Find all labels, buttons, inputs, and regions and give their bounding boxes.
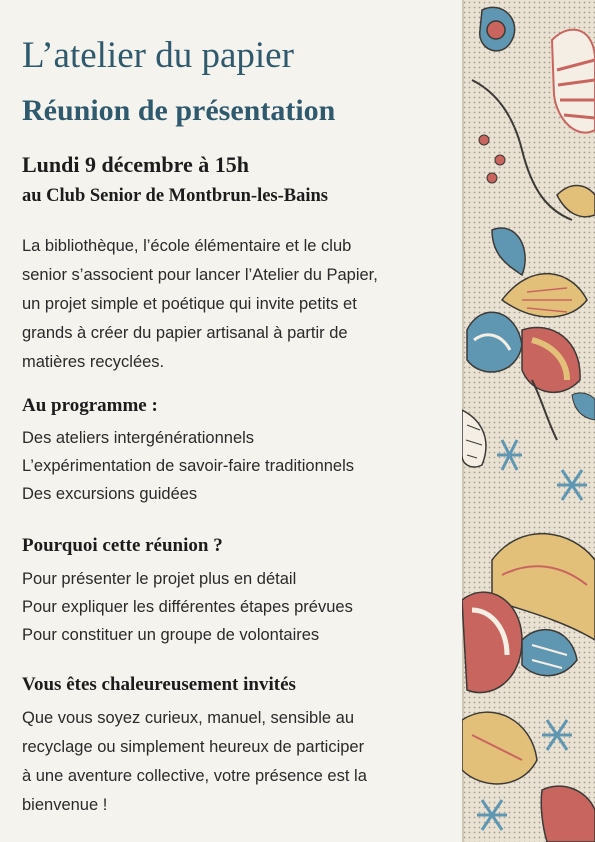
list-item: Pour expliquer les différentes étapes prévues [22,598,353,616]
event-venue: au Club Senior de Montbrun-les-Bains [22,186,328,206]
list-item: Des ateliers intergénérationnels [22,429,255,447]
page-title: L’atelier du papier [22,35,294,76]
intro-line: La bibliothèque, l’école élémentaire et le club [22,237,352,255]
programme-list [22,424,354,508]
list-item: Pour constituer un groupe de volontaires [22,626,320,644]
list-item: Pour présenter le projet plus en détail [22,570,297,588]
invite-heading: Vous êtes chaleureusement invités [22,674,296,695]
invite-line: à une aventure collective, votre présence est la [22,767,367,785]
list-item: Des excursions guidées [22,485,198,503]
list-item: L’expérimentation de savoir-faire traditionnels [22,457,355,475]
intro-line: senior s’associent pour lancer l’Atelier du Papier, [22,266,378,284]
floral-pattern-panel [462,0,595,842]
invite-line: recyclage ou simplement heureux de participer [22,738,365,756]
invite-line: bienvenue ! [22,796,108,814]
why-heading: Pourquoi cette réunion ? [22,535,223,556]
intro-line: un projet simple et poétique qui invite petits et [22,295,357,313]
page-subtitle: Réunion de présentation [22,94,336,127]
intro-paragraph [22,232,460,377]
intro-line: grands à créer du papier artisanal à partir de [22,324,348,342]
invite-paragraph [22,704,367,820]
invite-line: Que vous soyez curieux, manuel, sensible au [22,709,355,727]
programme-heading: Au programme : [22,395,158,416]
intro-line: matières recyclées. [22,353,165,371]
why-list [22,565,353,649]
event-date: Lundi 9 décembre à 15h [22,152,249,177]
